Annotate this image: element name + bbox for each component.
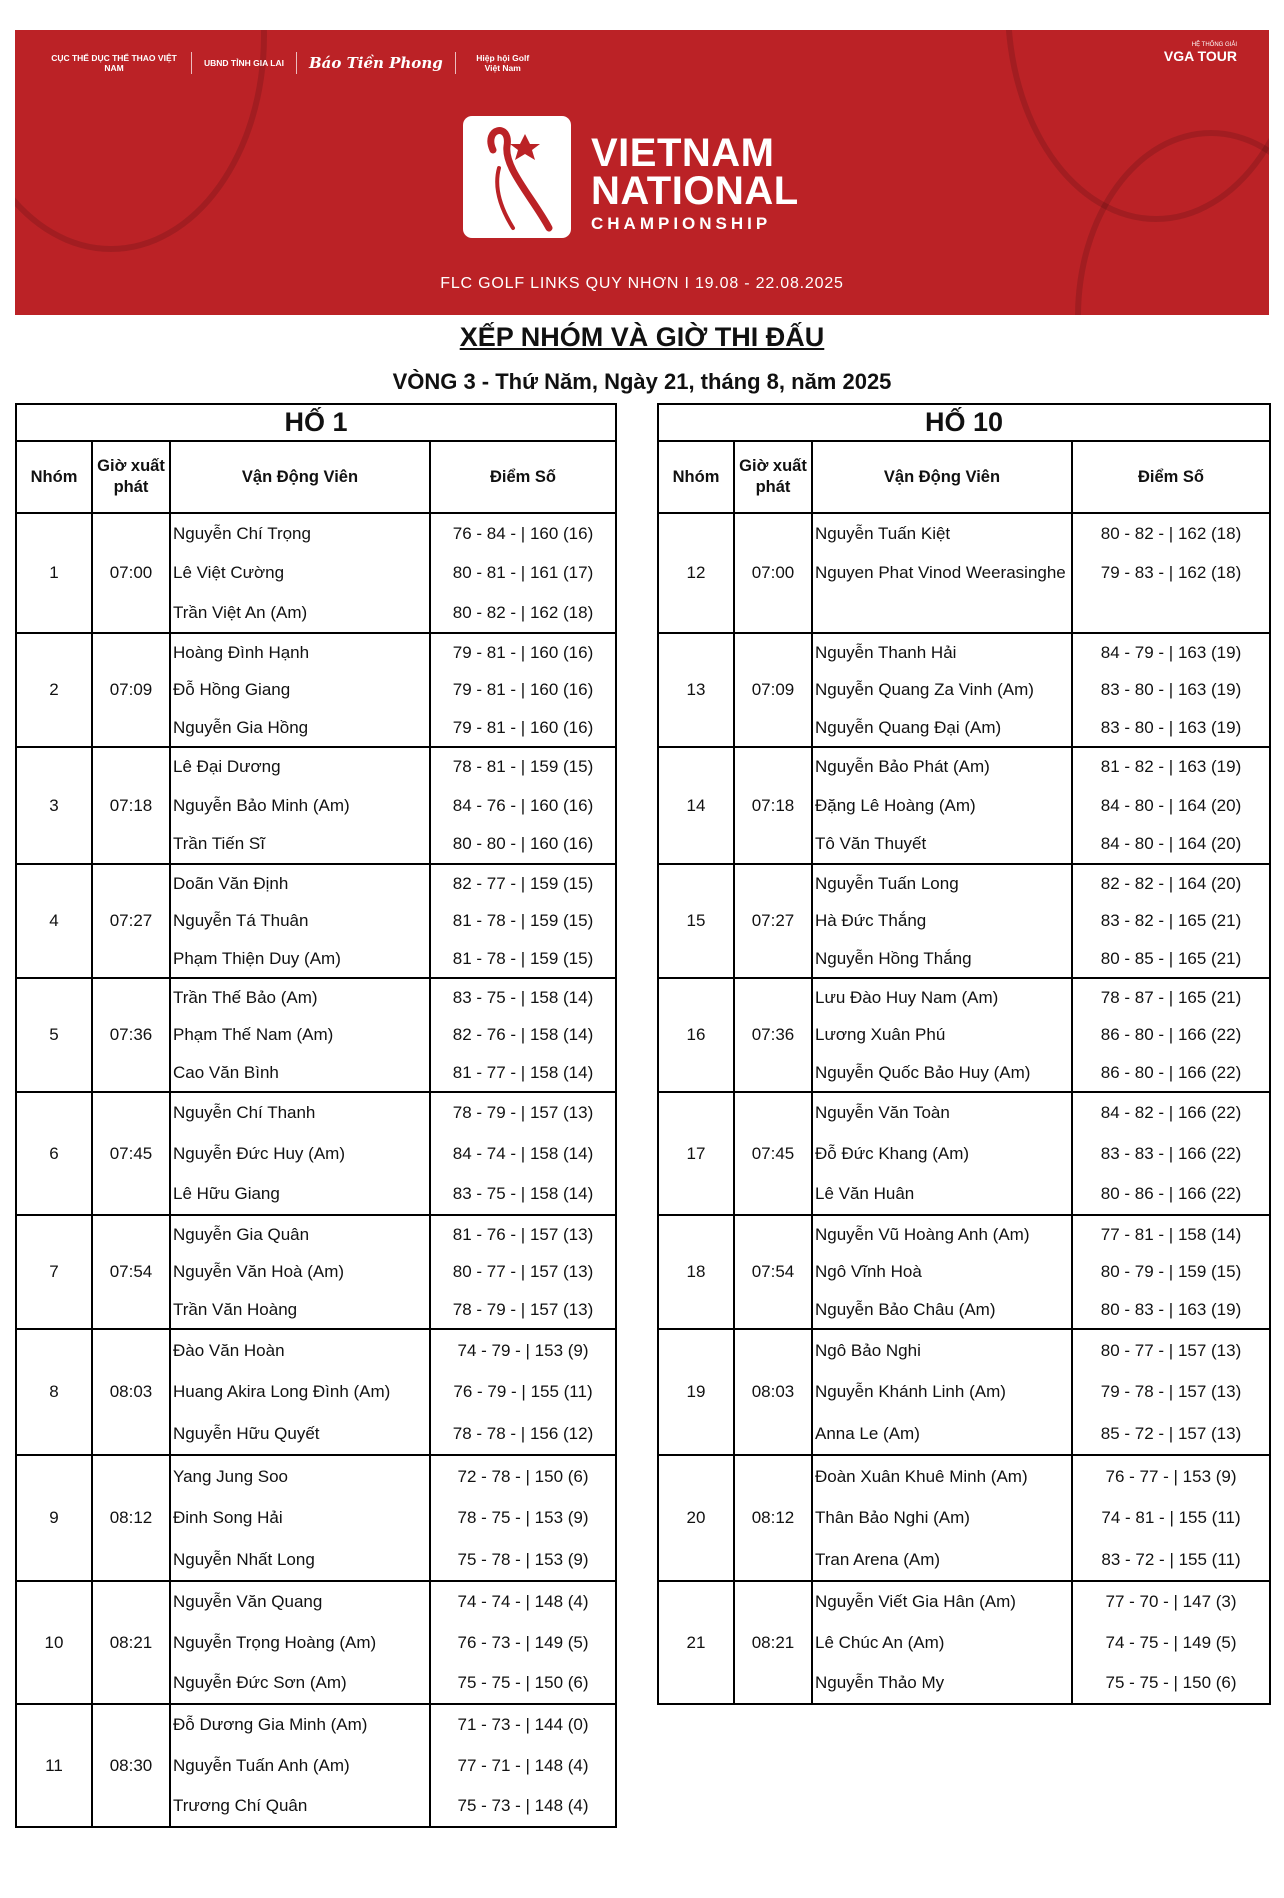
player-name: Nguyễn Quang Za Vinh (Am) [812,671,1072,709]
player-score: 78 - 87 - | 165 (21) [1072,978,1270,1016]
player-score: 77 - 70 - | 147 (3) [1072,1581,1270,1622]
sponsor-logos [49,52,538,74]
header-banner [15,30,1269,315]
player-name: Ngô Bảo Nghi [812,1329,1072,1371]
col-tee-time-line2: phát [113,478,149,496]
col-group: Nhóm [658,441,734,513]
hole-10-title: HỐ 10 [658,404,1270,441]
player-score: 80 - 82 - | 162 (18) [430,593,616,633]
round-date: VÒNG 3 - Thứ Năm, Ngày 21, tháng 8, năm 2025 [392,369,892,394]
player-name: Doãn Văn Định [170,864,430,902]
sponsor-logo: Báo Tiền Phong [308,54,443,72]
logo-line-vietnam: VIETNAM [591,131,775,175]
player-score: 80 - 82 - | 162 (18) [1072,513,1270,553]
player-score: 75 - 78 - | 153 (9) [430,1539,616,1581]
sponsor-logo: Hiệp hội Golf Việt Nam [476,53,530,73]
player-name: Nguyễn Trọng Hoàng (Am) [170,1622,430,1663]
player-row [658,513,1270,553]
player-name [812,593,1072,633]
player-name: Nguyễn Chí Trọng [170,513,430,553]
player-score: 74 - 74 - | 148 (4) [430,1581,616,1622]
player-score: 84 - 79 - | 163 (19) [1072,633,1270,671]
tour-system-label: HỆ THỐNG GIẢI [1191,42,1237,48]
player-row [658,1092,1270,1133]
tee-time: 08:21 [734,1581,812,1704]
player-score: 80 - 80 - | 160 (16) [430,825,616,864]
player-score: 80 - 83 - | 163 (19) [1072,1291,1270,1329]
group-number: 19 [658,1329,734,1455]
player-score: 84 - 74 - | 158 (14) [430,1133,616,1174]
player-score: 83 - 72 - | 155 (11) [1072,1539,1270,1581]
group-number: 1 [16,513,92,633]
player-score: 83 - 83 - | 166 (22) [1072,1133,1270,1174]
tee-time: 07:36 [734,978,812,1092]
player-name: Nguyễn Văn Quang [170,1581,430,1622]
tee-time: 08:30 [92,1704,170,1827]
player-score: 79 - 81 - | 160 (16) [430,633,616,671]
player-score: 79 - 78 - | 157 (13) [1072,1371,1270,1413]
player-score: 77 - 71 - | 148 (4) [430,1745,616,1786]
tee-time: 08:12 [734,1455,812,1581]
group-number: 9 [16,1455,92,1581]
player-name: Nguyễn Đức Huy (Am) [170,1133,430,1174]
player-name: Thân Bảo Nghi (Am) [812,1497,1072,1539]
tee-time: 07:09 [92,633,170,747]
player-name: Lê Văn Huân [812,1174,1072,1215]
player-name: Nguyễn Tuấn Kiệt [812,513,1072,553]
player-name: Lê Hữu Giang [170,1174,430,1215]
player-score: 84 - 80 - | 164 (20) [1072,786,1270,825]
player-name: Đỗ Đức Khang (Am) [812,1133,1072,1174]
player-name: Yang Jung Soo [170,1455,430,1497]
group-number: 7 [16,1215,92,1329]
player-name: Nguyễn Tá Thuân [170,902,430,940]
player-score: 76 - 84 - | 160 (16) [430,513,616,553]
player-row [658,1455,1270,1497]
group-number: 11 [16,1704,92,1827]
group-number: 10 [16,1581,92,1704]
col-score: Điểm Số [1072,441,1270,513]
player-score: 75 - 75 - | 150 (6) [430,1663,616,1704]
player-name: Hà Đức Thắng [812,902,1072,940]
player-score: 71 - 73 - | 144 (0) [430,1704,616,1745]
group-number: 13 [658,633,734,747]
tee-time: 07:27 [734,864,812,978]
player-name: Nguyễn Viết Gia Hân (Am) [812,1581,1072,1622]
tee-time: 07:18 [92,747,170,864]
player-score: 85 - 72 - | 157 (13) [1072,1413,1270,1455]
player-name: Nguyễn Gia Quân [170,1215,430,1253]
player-name: Đinh Song Hải [170,1497,430,1539]
group-number: 12 [658,513,734,633]
group-number: 14 [658,747,734,864]
player-row [658,1329,1270,1371]
player-score: 84 - 80 - | 164 (20) [1072,825,1270,864]
player-name: Nguyễn Bảo Phát (Am) [812,747,1072,786]
col-player: Vận Động Viên [170,441,430,513]
sponsor-divider [191,52,192,74]
player-name: Đào Văn Hoàn [170,1329,430,1371]
player-score: 86 - 80 - | 166 (22) [1072,1016,1270,1054]
tee-time: 07:00 [734,513,812,633]
player-name: Lê Chúc An (Am) [812,1622,1072,1663]
group-number: 2 [16,633,92,747]
hole-1-title: HỐ 1 [16,404,616,441]
player-score: 80 - 77 - | 157 (13) [1072,1329,1270,1371]
championship-wordmark [591,131,799,234]
player-score: 82 - 77 - | 159 (15) [430,864,616,902]
player-name: Phạm Thế Nam (Am) [170,1016,430,1054]
player-row [16,1329,616,1371]
player-name: Nguyễn Bảo Châu (Am) [812,1291,1072,1329]
player-score: 81 - 78 - | 159 (15) [430,940,616,978]
player-name: Trần Việt An (Am) [170,593,430,633]
player-name: Trần Thế Bảo (Am) [170,978,430,1016]
tee-time: 07:27 [92,864,170,978]
player-name: Trần Văn Hoàng [170,1291,430,1329]
tee-time: 07:54 [734,1215,812,1329]
player-row [16,978,616,1016]
player-name: Nguyen Phat Vinod Weerasinghe [812,553,1072,593]
player-name: Lê Việt Cường [170,553,430,593]
player-row [16,633,616,671]
player-row [16,1581,616,1622]
player-score: 81 - 82 - | 163 (19) [1072,747,1270,786]
group-number: 21 [658,1581,734,1704]
player-name: Đoàn Xuân Khuê Minh (Am) [812,1455,1072,1497]
player-name: Đỗ Hồng Giang [170,671,430,709]
player-name: Nguyễn Gia Hồng [170,709,430,747]
golf-swing-icon [463,116,571,238]
group-number: 15 [658,864,734,978]
player-row [16,1092,616,1133]
player-score: 80 - 86 - | 166 (22) [1072,1174,1270,1215]
player-name: Trương Chí Quân [170,1786,430,1827]
player-score: 83 - 82 - | 165 (21) [1072,902,1270,940]
player-name: Anna Le (Am) [812,1413,1072,1455]
player-name: Huang Akira Long Đình (Am) [170,1371,430,1413]
player-score: 78 - 81 - | 159 (15) [430,747,616,786]
player-score: 75 - 75 - | 150 (6) [1072,1663,1270,1704]
player-name: Nguyễn Hồng Thắng [812,940,1072,978]
championship-logo-mark [463,116,571,238]
tee-time: 08:03 [92,1329,170,1455]
player-name: Nguyễn Văn Toàn [812,1092,1072,1133]
tee-time: 08:12 [92,1455,170,1581]
player-score: 76 - 73 - | 149 (5) [430,1622,616,1663]
player-name: Nguyễn Khánh Linh (Am) [812,1371,1072,1413]
player-name: Nguyễn Bảo Minh (Am) [170,786,430,825]
player-row [658,747,1270,786]
player-score: 76 - 77 - | 153 (9) [1072,1455,1270,1497]
player-row [16,1704,616,1745]
page-title: XẾP NHÓM VÀ GIỜ THI ĐẤU [459,322,825,352]
player-name: Nguyễn Tuấn Long [812,864,1072,902]
player-name: Trần Tiến Sĩ [170,825,430,864]
player-row [16,747,616,786]
player-name: Cao Văn Bình [170,1054,430,1092]
player-score: 86 - 80 - | 166 (22) [1072,1054,1270,1092]
vga-tour-logo [1164,42,1237,64]
col-tee-time-line1: Giờ xuất [97,457,165,475]
player-name: Nguyễn Chí Thanh [170,1092,430,1133]
player-score: 74 - 79 - | 153 (9) [430,1329,616,1371]
group-number: 5 [16,978,92,1092]
player-score: 74 - 81 - | 155 (11) [1072,1497,1270,1539]
sponsor-logo: UBND TỈNH GIA LAI [204,58,284,68]
player-name: Tran Arena (Am) [812,1539,1072,1581]
sponsor-divider [455,52,456,74]
player-score: 84 - 82 - | 166 (22) [1072,1092,1270,1133]
player-score: 75 - 73 - | 148 (4) [430,1786,616,1827]
tour-name: VGA TOUR [1163,48,1237,64]
player-name: Đỗ Dương Gia Minh (Am) [170,1704,430,1745]
tee-time: 07:00 [92,513,170,633]
col-tee-time-line1: Giờ xuất [739,457,807,475]
player-score: 79 - 81 - | 160 (16) [430,709,616,747]
col-player: Vận Động Viên [812,441,1072,513]
player-name: Phạm Thiện Duy (Am) [170,940,430,978]
player-score: 76 - 79 - | 155 (11) [430,1371,616,1413]
player-row [658,1215,1270,1253]
tee-time: 07:36 [92,978,170,1092]
group-number: 17 [658,1092,734,1215]
group-number: 3 [16,747,92,864]
tee-time: 08:21 [92,1581,170,1704]
col-score: Điểm Số [430,441,616,513]
player-score: 81 - 76 - | 157 (13) [430,1215,616,1253]
tee-time: 07:45 [734,1092,812,1215]
player-score: 78 - 79 - | 157 (13) [430,1092,616,1133]
group-number: 6 [16,1092,92,1215]
col-group: Nhóm [16,441,92,513]
group-number: 16 [658,978,734,1092]
player-row [658,633,1270,671]
tee-time: 08:03 [734,1329,812,1455]
player-score: 81 - 78 - | 159 (15) [430,902,616,940]
logo-line-national: NATIONAL [591,169,799,213]
player-score: 79 - 81 - | 160 (16) [430,671,616,709]
player-score: 81 - 77 - | 158 (14) [430,1054,616,1092]
player-name: Ngô Vĩnh Hoà [812,1253,1072,1291]
player-row [658,1581,1270,1622]
player-name: Nguyễn Nhất Long [170,1539,430,1581]
hole-10-table [657,403,1271,1705]
player-name: Lương Xuân Phú [812,1016,1072,1054]
player-name: Nguyễn Tuấn Anh (Am) [170,1745,430,1786]
player-score: 79 - 83 - | 162 (18) [1072,553,1270,593]
col-tee-time [734,441,812,513]
player-score: 80 - 81 - | 161 (17) [430,553,616,593]
player-score [1072,593,1270,633]
player-score: 80 - 77 - | 157 (13) [430,1253,616,1291]
player-score: 80 - 79 - | 159 (15) [1072,1253,1270,1291]
hole-1-table [15,403,617,1828]
player-name: Lưu Đào Huy Nam (Am) [812,978,1072,1016]
tee-time: 07:09 [734,633,812,747]
player-score: 78 - 78 - | 156 (12) [430,1413,616,1455]
player-score: 83 - 75 - | 158 (14) [430,978,616,1016]
player-score: 80 - 85 - | 165 (21) [1072,940,1270,978]
player-name: Lê Đại Dương [170,747,430,786]
sponsor-logo: CỤC THỂ DỤC THỂ THAO VIỆT NAM [51,53,177,73]
player-name: Nguyễn Đức Sơn (Am) [170,1663,430,1704]
sponsor-divider [296,52,297,74]
tee-time: 07:18 [734,747,812,864]
player-score: 82 - 76 - | 158 (14) [430,1016,616,1054]
player-score: 78 - 79 - | 157 (13) [430,1291,616,1329]
player-row [16,1455,616,1497]
player-name: Nguyễn Quang Đại (Am) [812,709,1072,747]
player-name: Tô Văn Thuyết [812,825,1072,864]
col-tee-time-line2: phát [755,478,791,496]
player-score: 82 - 82 - | 164 (20) [1072,864,1270,902]
player-score: 83 - 75 - | 158 (14) [430,1174,616,1215]
player-score: 74 - 75 - | 149 (5) [1072,1622,1270,1663]
player-name: Nguyễn Thảo My [812,1663,1072,1704]
player-name: Nguyễn Thanh Hải [812,633,1072,671]
player-row [16,864,616,902]
player-name: Nguyễn Vũ Hoàng Anh (Am) [812,1215,1072,1253]
player-name: Hoàng Đình Hạnh [170,633,430,671]
player-name: Nguyễn Văn Hoà (Am) [170,1253,430,1291]
player-name: Nguyễn Quốc Bảo Huy (Am) [812,1054,1072,1092]
venue-dates: FLC GOLF LINKS QUY NHƠN I 19.08 - 22.08.2025 [440,275,844,292]
player-name: Nguyễn Hữu Quyết [170,1413,430,1455]
player-row [16,513,616,553]
group-number: 20 [658,1455,734,1581]
player-name: Đặng Lê Hoàng (Am) [812,786,1072,825]
player-row [658,978,1270,1016]
player-row [16,1215,616,1253]
player-score: 77 - 81 - | 158 (14) [1072,1215,1270,1253]
player-row [658,864,1270,902]
player-score: 84 - 76 - | 160 (16) [430,786,616,825]
player-score: 72 - 78 - | 150 (6) [430,1455,616,1497]
group-number: 18 [658,1215,734,1329]
group-number: 8 [16,1329,92,1455]
col-tee-time [92,441,170,513]
tee-time: 07:45 [92,1092,170,1215]
tee-time: 07:54 [92,1215,170,1329]
group-number: 4 [16,864,92,978]
player-score: 83 - 80 - | 163 (19) [1072,671,1270,709]
player-score: 83 - 80 - | 163 (19) [1072,709,1270,747]
player-score: 78 - 75 - | 153 (9) [430,1497,616,1539]
logo-line-championship: CHAMPIONSHIP [591,214,772,233]
